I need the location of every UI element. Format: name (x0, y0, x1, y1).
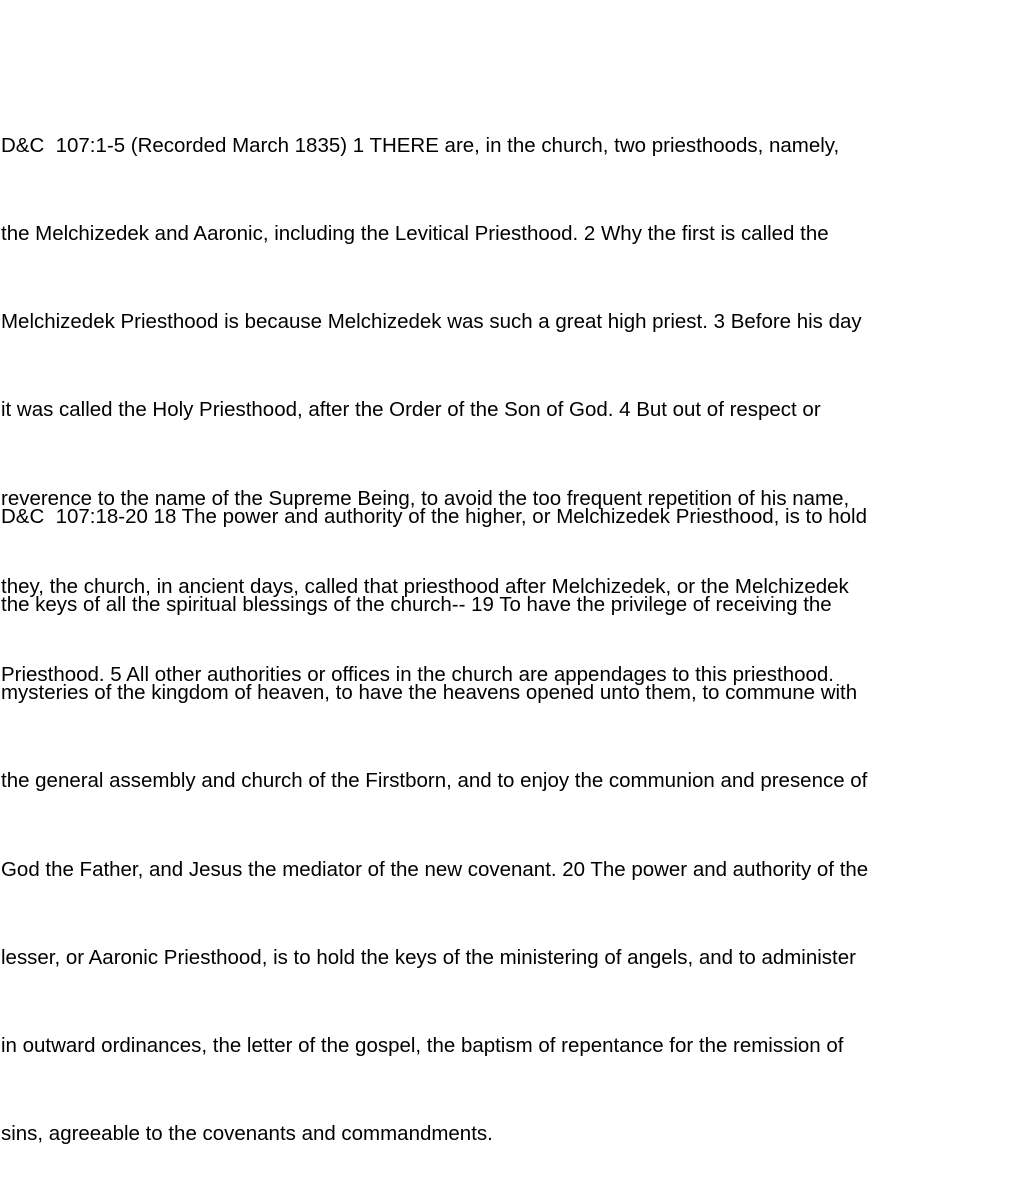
passage-line: it was called the Holy Priesthood, after the Order of the Son of God. 4 But out of respect or (1, 398, 821, 422)
passage-line: in outward ordinances, the letter of the gospel, the baptism of repentance for the remission of (1, 1034, 844, 1058)
passage-line: sins, agreeable to the covenants and commandments. (1, 1122, 493, 1146)
passage-line: D&C 107:1-5 (Recorded March 1835) 1 THERE are, in the church, two priesthoods, namely, (1, 133, 840, 157)
passage-line: the Melchizedek and Aaronic, including the Levitical Priesthood. 2 Why the first is called the (1, 222, 829, 246)
passage-line: the general assembly and church of the Firstborn, and to enjoy the communion and presence of (1, 769, 868, 793)
passage-line: Melchizedek Priesthood is because Melchizedek was such a great high priest. 3 Before his day (1, 310, 862, 334)
passage-line: D&C 107:18-20 18 The power and authority of the higher, or Melchizedek Priesthood, is to hold (1, 504, 867, 528)
passage-line: lesser, or Aaronic Priesthood, is to hold the keys of the ministering of angels, and to administer (1, 945, 856, 969)
passage-line: Priesthood. 5 All other authorities or offices in the church are appendages to this priesthood. (1, 663, 834, 687)
passage-line: God the Father, and Jesus the mediator of the new covenant. 20 The power and authority of the (1, 857, 869, 881)
scripture-passage-dc-107-18-20 (1, 443, 1023, 1178)
passage-line: mysteries of the kingdom of heaven, to have the heavens opened unto them, to commune with (1, 681, 858, 705)
passage-line: reverence to the name of the Supreme Being, to avoid the too frequent repetition of his name, (1, 486, 850, 510)
passage-line: they, the church, in ancient days, called that priesthood after Melchizedek, or the Melchizedek (1, 574, 849, 598)
passage-line: the keys of all the spiritual blessings of the church-- 19 To have the privilege of receiving the (1, 593, 832, 617)
